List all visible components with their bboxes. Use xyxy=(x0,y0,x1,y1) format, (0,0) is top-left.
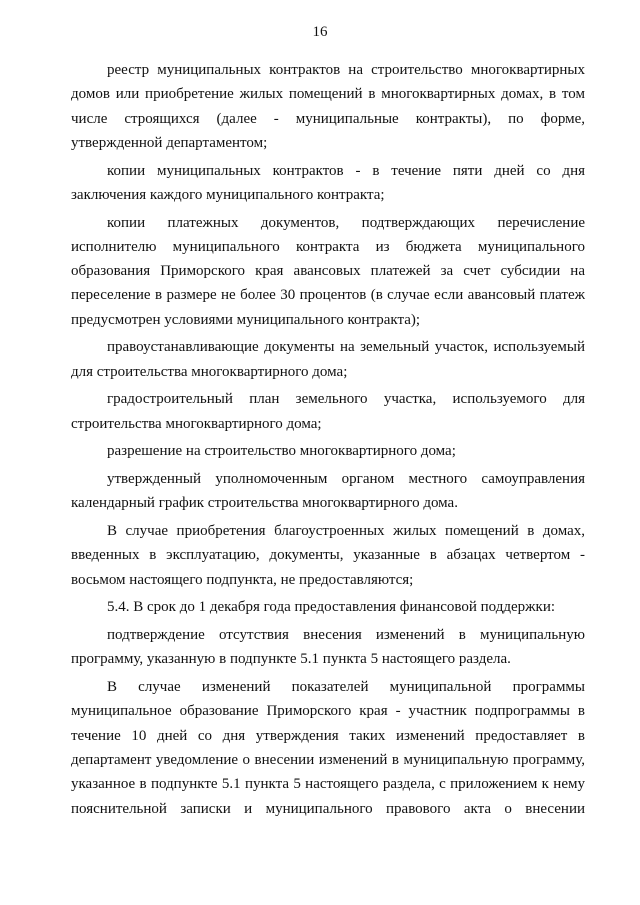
document-body xyxy=(71,58,585,821)
paragraph-building-permit: разрешение на строительство многоквартирного дома; xyxy=(107,443,456,460)
page-number: 16 xyxy=(312,24,328,40)
paragraph-land-rights-documents: правоустанавливающие документы на земельный участок, используемый для строительства многоквартирного дома; xyxy=(71,339,585,380)
paragraph-construction-schedule: утвержденный уполномоченным органом местного самоуправления календарный график строительства многоквартирного дома. xyxy=(71,471,585,512)
paragraph-program-changes: В случае изменений показателей муниципальной программы муниципальное образование Приморского края - участник подпрограммы в течение 10 дней со дня утверждения таких изменений предоставляет в департамент уведомление о внесении изменений в муниципальную программу, указанное в подпункте 5.1 пункта 5 настоящего раздела, с приложением к нему пояснительной записки и муниципального правового акта о внесении xyxy=(71,679,585,817)
paragraph-payment-documents: копии платежных документов, подтверждающих перечисление исполнителю муниципального контракта из бюджета муниципального образования Приморского края авансовых платежей за счет субсидии на переселение в размере не более 30 процентов (в случае если авансовый платеж предусмотрен условиями муниципального контракта); xyxy=(71,214,585,328)
paragraph-contracts-registry: реестр муниципальных контрактов на строительство многоквартирных домов или приобретение жилых помещений в многоквартирных домах, в том числе строящихся (далее - муниципальные контракты), по форме, утвержденной департаментом; xyxy=(71,62,585,151)
paragraph-contract-copies: копии муниципальных контрактов - в течение пяти дней со дня заключения каждого муниципального контракта; xyxy=(71,162,585,203)
paragraph-urban-plan: градостроительный план земельного участка, используемого для строительства многоквартирного дома; xyxy=(71,391,585,432)
paragraph-section-5-4: 5.4. В срок до 1 декабря года предоставления финансовой поддержки: xyxy=(107,599,556,616)
paragraph-no-changes-confirmation: подтверждение отсутствия внесения изменений в муниципальную программу, указанную в подпункте 5.1 пункта 5 настоящего раздела. xyxy=(71,627,585,668)
paragraph-purchase-exception: В случае приобретения благоустроенных жилых помещений в домах, введенных в эксплуатацию, документы, указанные в абзацах четвертом - восьмом настоящего подпункта, не предоставляются; xyxy=(71,523,585,588)
